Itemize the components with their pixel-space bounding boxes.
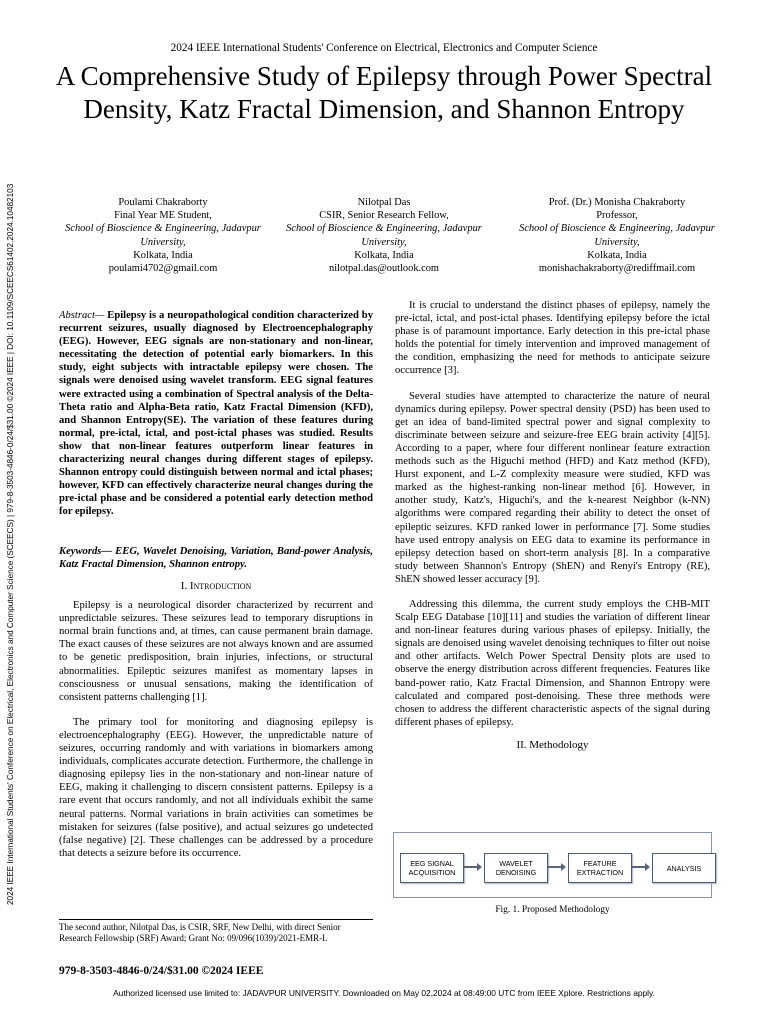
arrow-icon: [548, 866, 562, 868]
section-heading-methodology: II. Methodology: [516, 738, 589, 751]
abstract: [59, 309, 373, 519]
author-location: Kolkata, India: [587, 249, 647, 261]
paragraph: Addressing this dilemma, the current study employs the CHB-MIT Scalp EEG Database [10][11] and studies the variation of different linear and non-linear features during various phases of epilepsy. Initially, the signals are denoised using wavelet denoising techniques to filter out noise and other artifacts. Welch Power Spectral Density plots are used to observe the energy distribution across different frequencies. Features like band-power ratio, Katz Fractal Dimension, and Shannon Entropy were calculated and compared post-denoising. These three methods were chosen to address the different characteristic aspects of the signal during different phases of epilepsy.: [395, 598, 710, 728]
paragraph: Epilepsy is a neurological disorder characterized by recurrent and unpredictable seizures. These seizures lead to temporary disruptions in normal brain functions and, at times, can cause permanent brain damage. The exact causes of these seizures are not always known and are assumed to be genetic predisposition, brain injuries, infections, or structural abnormalities. Epileptic seizures manifest as momentary lapses in consciousness or unusual sensations, making the identification of consistent patterns challenging [1].: [59, 600, 373, 703]
step-analysis: [652, 853, 716, 883]
section-heading-introduction: I. Introduction: [180, 580, 252, 592]
author-email: nilotpal.das@outlook.com: [329, 263, 439, 275]
paragraph: The primary tool for monitoring and diagnosing epilepsy is electroencephalography (EEG). However, the unpredictable nature of seizures, occurring randomly and with variations in biomarkers among individuals, complicates accurate detection. Furthermore, the challenge in diagnosing epilepsy lies in the non-stationary and non-linear nature of EEG, making it challenging to discern consistent patterns. Epilepsy is a rare event that occurs randomly, and not all individuals exhibit the same neural patterns. Normal variations in brain activities can sometimes be mistaken for seizures (false positive), and actual seizures go undetected (false negative) [2]. These challenges can be addressed by a procedure that detects a seizure before its occurrence.: [59, 716, 373, 859]
author-block-1: [48, 196, 278, 275]
methodology-diagram: [393, 832, 712, 898]
author-role: Final Year ME Student,: [114, 210, 212, 222]
author-affiliation: School of Bioscience & Engineering, Jadavpur University,: [65, 223, 261, 248]
author-location: Kolkata, India: [354, 249, 414, 261]
footnote-divider: [59, 919, 373, 920]
step-label: FEATURE: [583, 859, 617, 868]
abstract-label: Abstract—: [59, 310, 105, 321]
step-label: EXTRACTION: [576, 868, 624, 877]
keywords: [59, 545, 373, 571]
figure-caption: Fig. 1. Proposed Methodology: [495, 905, 610, 915]
step-label: WAVELET: [499, 859, 533, 868]
abstract-text: Epilepsy is a neuropathological condition characterized by recurrent seizures, usually diagnosed by Electroencephalography (EEG). However, EEG signals are non-stationary and non-linear, necessitating the detection of potential early biomarkers. In this study, eight subjects with intractable epilepsy were chosen. The signals were denoised using wavelet transform. EEG signal features were extracted using a combination of Spectral analysis of the Delta-Theta ratio and Alpha-Beta ratio, Katz Fractal Dimension (KFD), and Shannon Entropy(SE). The variation of these features during normal, pre-ictal, ictal, and post-ictal phases was studied. Results show that non-linear features outperform linear features in characterizing neural changes during different stages of epilepsy. Shannon entropy could distinguish between normal and ictal phases; however, KFD can effectively characterize neural changes during the pre-ictal phase and be considered a potential early detection method for epilepsy.: [59, 310, 373, 518]
step-eeg-acquisition: [400, 853, 464, 883]
license-notice: Authorized licensed use limited to: JADAVPUR UNIVERSITY. Downloaded on May 02,2024 at 08:49:00 UTC from IEEE Xplore. Restrictions apply.: [113, 988, 655, 998]
right-column-body: [395, 299, 710, 752]
step-label: ANALYSIS: [666, 863, 702, 873]
arrow-icon: [464, 866, 478, 868]
step-label: EEG SIGNAL: [410, 859, 454, 868]
step-label: DENOISING: [495, 868, 537, 877]
author-email: poulami4702@gmail.com: [108, 263, 218, 275]
author-location: Kolkata, India: [133, 249, 193, 261]
author-name: Poulami Chakraborty: [118, 197, 208, 208]
footnote: The second author, Nilotpal Das, is CSIR, SRF, New Delhi, with direct Senior Research Fellowship (SRF) Award; Grant No: 09/096(1039)/2021-EMR-I.: [59, 922, 341, 943]
author-block-3: [502, 196, 732, 275]
step-label: ACQUISITION: [408, 868, 456, 877]
isbn-line: 979-8-3503-4846-0/24/$31.00 ©2024 IEEE: [59, 965, 264, 977]
keywords-text: EEG, Wavelet Denoising, Variation, Band-power Analysis, Katz Fractal Dimension, Shannon entropy.: [59, 546, 373, 571]
keywords-label: Keywords—: [59, 546, 112, 557]
author-email: monishachakraborty@rediffmail.com: [538, 263, 696, 275]
author-block-2: [269, 196, 499, 275]
paragraph: It is crucial to understand the distinct phases of epilepsy, namely the pre-ictal, ictal, and post-ictal phases. Identifying epilepsy before the ictal phase is of paramount importance. Early detection in this pre-ictal phase holds the potential for timely intervention and improved management of the condition, emphasizing the need for methods to anticipate seizure occurrence [3].: [395, 300, 710, 377]
arrow-icon: [632, 866, 646, 868]
author-role: Professor,: [596, 210, 638, 222]
author-name: Prof. (Dr.) Monisha Chakraborty: [548, 197, 686, 208]
author-role: CSIR, Senior Research Fellow,: [319, 210, 449, 222]
conference-header: 2024 IEEE International Students' Conference on Electrical, Electronics and Computer Science: [170, 42, 598, 54]
author-affiliation: School of Bioscience & Engineering, Jadavpur University,: [286, 223, 482, 248]
step-feature-extraction: [568, 853, 632, 883]
author-name: Nilotpal Das: [357, 197, 411, 208]
left-column-body: [59, 580, 373, 872]
doi-sidebar: 2024 IEEE International Students' Conference on Electrical, Electronics and Computer Science (SCEECS) | 979-8-3503-4846-0/24/$31.00 ©2024 IEEE | DOI: 10.1109/SCEECS61402.2024.10482103: [6, 183, 15, 905]
paragraph: Several studies have attempted to characterize the nature of neural dynamics during epilepsy. Power spectral density (PSD) has been used to get an idea of band-limited spectral power and signal complexity to discriminate between seizure and seizure-free EEG brain activity [4][5]. According to a paper, where four different nonlinear feature extraction methods such as the Higuchi method (HFD) and Katz method (KFD), Hurst exponent, and L-Z complexity measure were studied, KFD was marked as the highest-ranking non-linear method [6]. However, in another study, Katz's, Higuchi's, and the k-nearest Neighbor (k-NN) algorithms were compared regarding their ability to detect the onset of epileptic seizures. KFD ranked lower in performance [7]. Some studies have used entropy analysis on EEG data to examine its performance in epilepsy detection based on short-term analysis [8]. In a comparative study between Shannon's Entropy (ShEN) and Renyi's Entropy (RE), ShEN showed lesser accuracy [9].: [395, 390, 710, 585]
paper-title: A Comprehensive Study of Epilepsy through Power Spectral Density, Katz Fractal Dimension, and Shannon Entropy: [55, 61, 713, 124]
author-affiliation: School of Bioscience & Engineering, Jadavpur University,: [519, 223, 715, 248]
step-wavelet-denoising: [484, 853, 548, 883]
